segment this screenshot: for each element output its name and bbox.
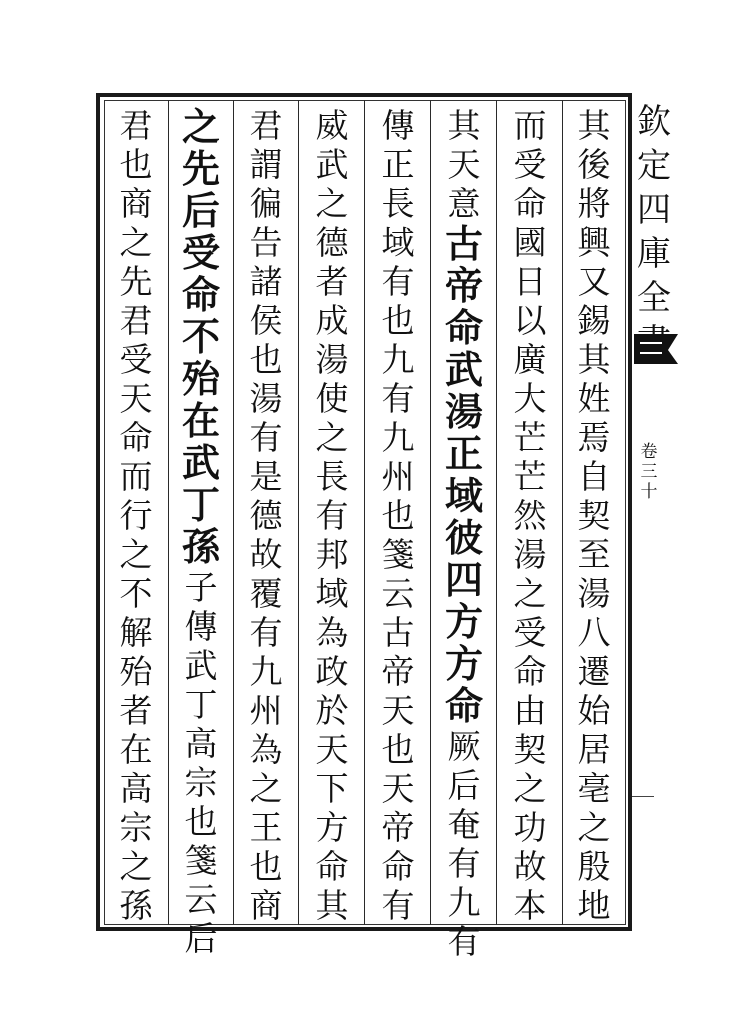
character: 在 [181,398,220,443]
character: 自 [577,457,611,496]
character: 湯 [577,574,611,613]
character: 其 [577,340,611,379]
volume-character: 卷 [640,442,658,462]
character: 帝 [381,808,415,847]
character: 武 [184,646,218,685]
character: 謂 [249,145,283,184]
title-character: 欽 [637,102,671,142]
character: 其 [577,106,611,145]
character: 州 [249,691,283,730]
character: 湯 [249,379,283,418]
character: 芒 [513,457,547,496]
character: 丁 [184,685,218,724]
character: 不 [119,574,153,613]
character: 受 [513,613,547,652]
character: 古 [381,613,415,652]
character: 命 [513,652,547,691]
title-character: 全 [637,278,671,318]
character: 傳 [381,106,415,145]
character: 成 [315,301,349,340]
character: 意 [447,184,481,223]
character: 帝 [444,263,483,308]
character: 不 [181,314,220,359]
character: 是 [249,457,283,496]
column-rule [233,100,234,925]
character: 天 [381,769,415,808]
character: 故 [513,847,547,886]
text-column-6 [238,106,294,925]
character: 焉 [577,418,611,457]
character: 後 [577,145,611,184]
column-rule [430,100,431,925]
character: 者 [315,262,349,301]
character: 命 [444,683,483,728]
column-rule [364,100,365,925]
character: 有 [315,496,349,535]
character: 解 [119,613,153,652]
character: 於 [315,691,349,730]
character: 又 [577,262,611,301]
character: 而 [513,106,547,145]
character: 而 [119,457,153,496]
character: 下 [315,769,349,808]
volume-character: 十 [640,482,658,502]
character: 由 [513,691,547,730]
character: 方 [315,808,349,847]
character: 先 [119,262,153,301]
character: 命 [513,184,547,223]
character: 子 [184,568,218,607]
character: 孫 [119,886,153,925]
character: 命 [181,272,220,317]
character: 天 [119,379,153,418]
character: 州 [381,457,415,496]
character: 九 [381,340,415,379]
character: 也 [381,301,415,340]
character: 商 [119,184,153,223]
character: 也 [249,340,283,379]
character: 四 [444,557,483,602]
character: 王 [249,808,283,847]
character: 君 [119,106,153,145]
volume-label [638,442,660,502]
text-column-3 [436,106,492,961]
character: 方 [444,641,483,686]
character: 正 [381,145,415,184]
character: 行 [119,496,153,535]
character: 為 [315,613,349,652]
character: 孫 [181,524,220,569]
character: 覆 [249,574,283,613]
text-column-1 [566,106,622,925]
character: 侯 [249,301,283,340]
character: 徧 [249,184,283,223]
character: 諸 [249,262,283,301]
character: 君 [119,301,153,340]
character: 九 [381,418,415,457]
character: 天 [447,145,481,184]
character: 商 [249,886,283,925]
character: 興 [577,223,611,262]
character: 之 [315,418,349,457]
character: 有 [447,844,481,883]
margin-rule [632,796,654,797]
character: 其 [447,106,481,145]
character: 高 [119,769,153,808]
volume-character: 三 [640,462,658,482]
character: 也 [119,145,153,184]
character: 命 [119,418,153,457]
character: 也 [381,730,415,769]
fish-tail-mark [632,330,680,372]
character: 受 [181,230,220,275]
character: 之 [513,769,547,808]
character: 殷 [577,847,611,886]
character: 其 [315,886,349,925]
character: 有 [381,886,415,925]
character: 域 [315,574,349,613]
character: 也 [184,802,218,841]
character: 有 [249,418,283,457]
character: 天 [381,691,415,730]
character: 殆 [119,652,153,691]
character: 高 [184,724,218,763]
character: 在 [119,730,153,769]
character: 域 [381,223,415,262]
character: 宗 [119,808,153,847]
character: 宗 [184,763,218,802]
character: 之 [315,184,349,223]
character: 契 [513,730,547,769]
column-rule [496,100,497,925]
character: 武 [315,145,349,184]
character: 奄 [447,805,481,844]
character: 有 [447,922,481,961]
character: 有 [249,613,283,652]
column-rule [298,100,299,925]
character: 湯 [444,389,483,434]
character: 告 [249,223,283,262]
character: 命 [315,847,349,886]
character: 至 [577,535,611,574]
character: 之 [119,847,153,886]
character: 彼 [444,515,483,560]
character: 以 [513,301,547,340]
character: 正 [444,431,483,476]
title-character: 四 [637,190,671,230]
character: 命 [444,305,483,350]
column-rule [562,100,563,925]
character: 之 [119,223,153,262]
text-column-4 [370,106,426,925]
character: 湯 [513,535,547,574]
character: 丁 [181,482,220,527]
character: 廣 [513,340,547,379]
character: 也 [249,847,283,886]
character: 受 [119,340,153,379]
text-column-7 [173,104,229,958]
character: 為 [249,730,283,769]
text-column-2 [502,106,558,925]
character: 命 [381,847,415,886]
character: 日 [513,262,547,301]
title-character: 庫 [637,234,671,274]
character: 后 [181,188,220,233]
character: 有 [381,262,415,301]
character: 始 [577,691,611,730]
character: 云 [184,880,218,919]
character: 姓 [577,379,611,418]
character: 方 [444,599,483,644]
character: 武 [181,440,220,485]
character: 域 [444,473,483,518]
character: 古 [444,221,483,266]
character: 地 [577,886,611,925]
character: 殆 [181,356,220,401]
character: 有 [381,379,415,418]
character: 之 [577,808,611,847]
character: 帝 [381,652,415,691]
character: 亳 [577,769,611,808]
character: 邦 [315,535,349,574]
character: 政 [315,652,349,691]
character: 遷 [577,652,611,691]
character: 九 [249,652,283,691]
character: 也 [381,496,415,535]
character: 之 [181,104,220,149]
character: 傳 [184,607,218,646]
character: 箋 [184,841,218,880]
character: 君 [249,106,283,145]
character: 德 [315,223,349,262]
character: 大 [513,379,547,418]
character: 之 [119,535,153,574]
character: 國 [513,223,547,262]
character: 之 [249,769,283,808]
character: 契 [577,496,611,535]
character: 武 [444,347,483,392]
character: 芒 [513,418,547,457]
character: 箋 [381,535,415,574]
character: 功 [513,808,547,847]
book-title [634,100,674,364]
character: 受 [513,145,547,184]
character: 者 [119,691,153,730]
character: 湯 [315,340,349,379]
character: 后 [447,766,481,805]
character: 先 [181,146,220,191]
column-rule [168,100,169,925]
text-column-5 [304,106,360,925]
character: 居 [577,730,611,769]
character: 天 [315,730,349,769]
character: 八 [577,613,611,652]
character: 長 [315,457,349,496]
character: 故 [249,535,283,574]
character: 使 [315,379,349,418]
character: 厥 [447,727,481,766]
character: 威 [315,106,349,145]
character: 德 [249,496,283,535]
character: 九 [447,883,481,922]
character: 后 [184,919,218,958]
title-character: 定 [637,146,671,186]
text-column-8 [108,106,164,925]
character: 之 [513,574,547,613]
character: 將 [577,184,611,223]
character: 錫 [577,301,611,340]
character: 長 [381,184,415,223]
character: 云 [381,574,415,613]
character: 然 [513,496,547,535]
character: 本 [513,886,547,925]
